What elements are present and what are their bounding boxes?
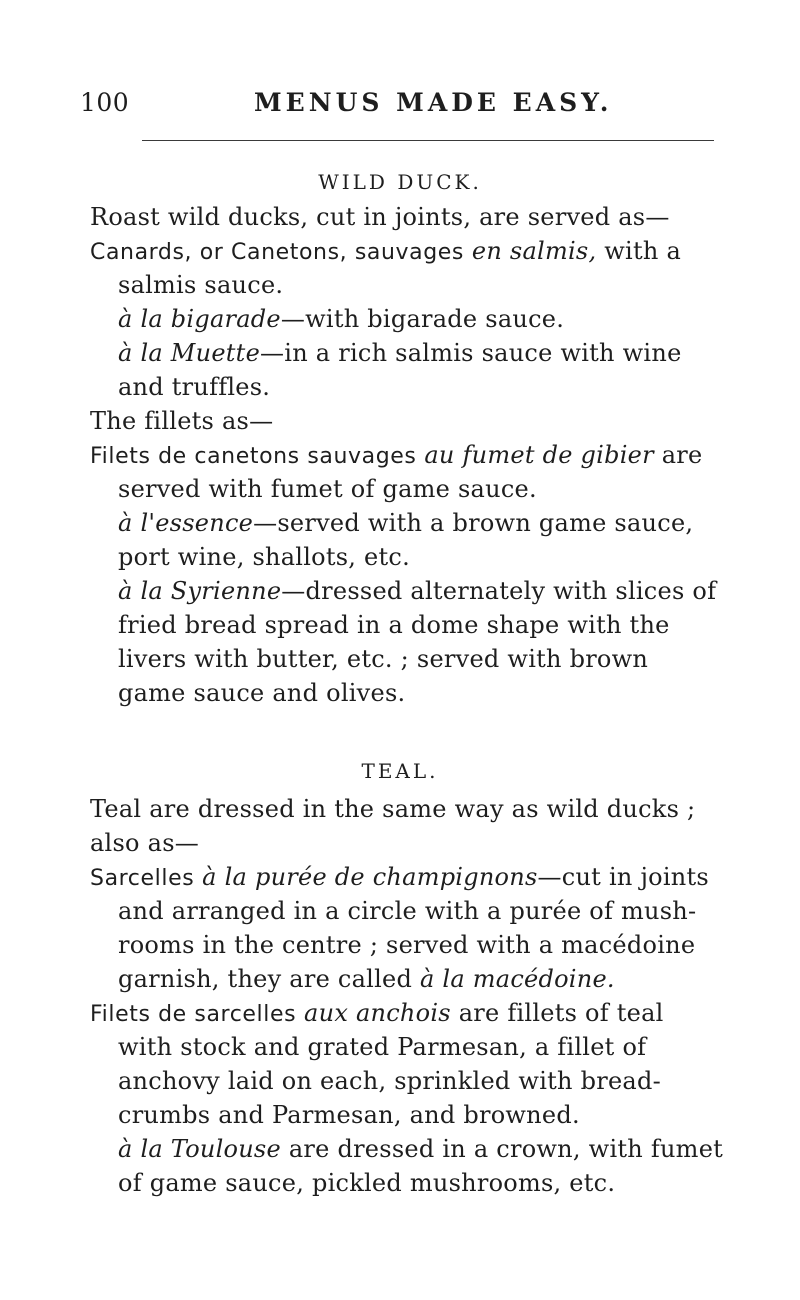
entry-filets-sarcelles-cont-2: anchovy laid on each, sprinkled with bread- — [118, 1067, 661, 1095]
entry-toulouse: à la Toulouse are dressed in a crown, with fumet — [118, 1135, 724, 1163]
entry-essence-cont: port wine, shallots, etc. — [118, 543, 410, 571]
entry-syrienne-cont-2: livers with butter, etc. ; served with brown — [118, 645, 649, 673]
entry-syrienne-cont-1: fried bread spread in a dome shape with the — [118, 611, 670, 639]
entry-sarcelles-puree: Sarcelles à la purée de champignons—cut in joints — [90, 863, 709, 891]
section-heading-teal: TEAL. — [361, 759, 439, 783]
page-header — [0, 88, 800, 128]
entry-toulouse-cont: of game sauce, pickled mushrooms, etc. — [118, 1169, 616, 1197]
entry-muette-cont: and truffles. — [118, 373, 271, 401]
entry-muette: à la Muette—in a rich salmis sauce with wine — [118, 339, 682, 367]
page-number: 100 — [80, 88, 130, 117]
entry-syrienne-cont-3: game sauce and olives. — [118, 679, 406, 707]
dish-name: Canards, or Canetons, sauvages — [90, 240, 464, 265]
entry-filets-sarcelles-cont-1: with stock and grated Parmesan, a fillet of — [118, 1033, 647, 1061]
entry-essence: à l'essence—served with a brown game sauce, — [118, 509, 694, 537]
entry-filets-canetons: Filets de canetons sauvages au fumet de gibier are — [90, 441, 703, 469]
dish-name: Sarcelles — [90, 866, 195, 891]
entry-filets-sarcelles-cont-3: crumbs and Parmesan, and browned. — [118, 1101, 580, 1129]
entry-sarcelles-cont-1: and arranged in a circle with a purée of mush- — [118, 897, 697, 925]
running-title: MENUS MADE EASY. — [254, 88, 613, 117]
entry-canards: Canards, or Canetons, sauvages en salmis, with a — [90, 237, 682, 265]
section-heading-wild-duck: WILD DUCK. — [318, 170, 482, 194]
teal-intro-2: also as— — [90, 829, 200, 857]
header-rule — [142, 140, 714, 141]
entry-sarcelles-cont-2: rooms in the centre ; served with a macédoine — [118, 931, 696, 959]
dish-name: Filets de sarcelles — [90, 1002, 297, 1027]
entry-syrienne: à la Syrienne—dressed alternately with slices of — [118, 577, 717, 605]
entry-bigarade: à la bigarade—with bigarade sauce. — [118, 305, 565, 333]
fillets-intro: The fillets as— — [90, 407, 274, 435]
entry-filets-sarcelles: Filets de sarcelles aux anchois are fillets of teal — [90, 999, 664, 1027]
teal-intro-1: Teal are dressed in the same way as wild ducks ; — [90, 795, 696, 823]
wild-duck-intro: Roast wild ducks, cut in joints, are served as— — [90, 203, 670, 231]
entry-canards-cont: salmis sauce. — [118, 271, 284, 299]
entry-filets-canetons-cont: served with fumet of game sauce. — [118, 475, 537, 503]
entry-sarcelles-cont-3: garnish, they are called à la macédoine. — [118, 965, 615, 993]
dish-name: Filets de canetons sauvages — [90, 444, 417, 469]
